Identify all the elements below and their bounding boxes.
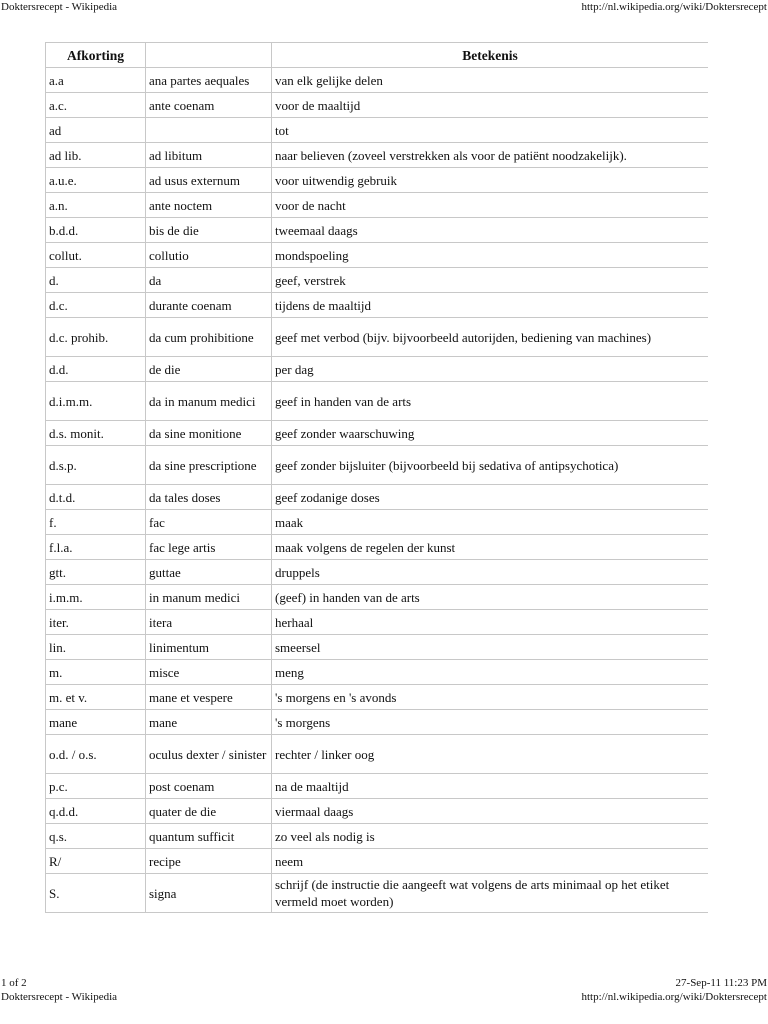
latin-cell: da tales doses — [146, 485, 272, 510]
print-footer-url[interactable]: http://nl.wikipedia.org/wiki/Doktersrecept — [581, 991, 767, 1003]
table-row — [46, 710, 709, 735]
abbreviation-cell: ad — [46, 118, 146, 143]
latin-cell: bis de die — [146, 218, 272, 243]
meaning-cell: herhaal — [272, 610, 709, 635]
table-row — [46, 293, 709, 318]
latin-cell: de die — [146, 357, 272, 382]
abbreviation-cell: d.i.m.m. — [46, 382, 146, 421]
latin-cell: post coenam — [146, 774, 272, 799]
table-row — [46, 635, 709, 660]
meaning-cell: maak volgens de regelen der kunst — [272, 535, 709, 560]
abbreviation-cell: lin. — [46, 635, 146, 660]
latin-cell: mane et vespere — [146, 685, 272, 710]
table-row — [46, 535, 709, 560]
table-row — [46, 585, 709, 610]
latin-cell: mane — [146, 710, 272, 735]
meaning-cell: na de maaltijd — [272, 774, 709, 799]
abbreviation-cell: S. — [46, 874, 146, 913]
print-header-title: Doktersrecept - Wikipedia — [1, 1, 118, 13]
table-row — [46, 446, 709, 485]
meaning-cell: maak — [272, 510, 709, 535]
meaning-cell: tot — [272, 118, 709, 143]
abbreviation-cell: d.c. — [46, 293, 146, 318]
latin-cell: da sine monitione — [146, 421, 272, 446]
page-number: 1 of 2 — [1, 977, 27, 989]
abbreviation-cell: iter. — [46, 610, 146, 635]
meaning-cell: tijdens de maaltijd — [272, 293, 709, 318]
latin-cell: da — [146, 268, 272, 293]
abbreviation-cell: f. — [46, 510, 146, 535]
latin-cell — [146, 118, 272, 143]
abbreviation-cell: R/ — [46, 849, 146, 874]
table-row — [46, 357, 709, 382]
abbreviation-cell: f.l.a. — [46, 535, 146, 560]
abbreviation-cell: m. et v. — [46, 685, 146, 710]
latin-cell: misce — [146, 660, 272, 685]
abbreviation-cell: d.s. monit. — [46, 421, 146, 446]
table-row — [46, 218, 709, 243]
table-row — [46, 268, 709, 293]
latin-cell: signa — [146, 874, 272, 913]
meaning-cell: schrijf (de instructie die aangeeft wat volgens de arts minimaal op het etiket vermeld moet worden) — [272, 874, 709, 913]
latin-cell: durante coenam — [146, 293, 272, 318]
meaning-cell: geef in handen van de arts — [272, 382, 709, 421]
meaning-cell: geef zodanige doses — [272, 485, 709, 510]
meaning-cell: viermaal daags — [272, 799, 709, 824]
meaning-cell: naar believen (zoveel verstrekken als voor de patiënt noodzakelijk). — [272, 143, 709, 168]
abbreviation-cell: mane — [46, 710, 146, 735]
meaning-cell: voor uitwendig gebruik — [272, 168, 709, 193]
latin-cell: linimentum — [146, 635, 272, 660]
table-row — [46, 382, 709, 421]
column-header-abbreviation: Afkorting — [46, 43, 146, 68]
latin-cell: da cum prohibitione — [146, 318, 272, 357]
table-row — [46, 824, 709, 849]
table-row — [46, 735, 709, 774]
table-row — [46, 118, 709, 143]
table-row — [46, 318, 709, 357]
table-row — [46, 660, 709, 685]
table-row — [46, 168, 709, 193]
meaning-cell: van elk gelijke delen — [272, 68, 709, 93]
table-row — [46, 68, 709, 93]
latin-cell: quantum sufficit — [146, 824, 272, 849]
abbreviation-cell: p.c. — [46, 774, 146, 799]
latin-cell: fac lege artis — [146, 535, 272, 560]
abbreviation-cell: a.a — [46, 68, 146, 93]
meaning-cell: geef, verstrek — [272, 268, 709, 293]
table-row — [46, 685, 709, 710]
latin-cell: in manum medici — [146, 585, 272, 610]
latin-cell: collutio — [146, 243, 272, 268]
column-header-meaning: Betekenis — [272, 43, 709, 68]
table-row — [46, 421, 709, 446]
print-footer-title: Doktersrecept - Wikipedia — [1, 991, 118, 1003]
latin-cell: guttae — [146, 560, 272, 585]
latin-cell: da in manum medici — [146, 382, 272, 421]
abbreviation-cell: d.c. prohib. — [46, 318, 146, 357]
abbreviation-cell: d.t.d. — [46, 485, 146, 510]
print-datetime: 27-Sep-11 11:23 PM — [675, 977, 767, 989]
latin-cell: ante noctem — [146, 193, 272, 218]
abbreviation-cell: b.d.d. — [46, 218, 146, 243]
meaning-cell: voor de nacht — [272, 193, 709, 218]
abbreviation-table-container — [45, 42, 708, 953]
latin-cell: ad usus externum — [146, 168, 272, 193]
table-row — [46, 610, 709, 635]
table-row — [46, 774, 709, 799]
abbreviation-table — [45, 42, 708, 913]
abbreviation-cell: ad lib. — [46, 143, 146, 168]
abbreviation-cell: d.s.p. — [46, 446, 146, 485]
meaning-cell: per dag — [272, 357, 709, 382]
abbreviation-cell: gtt. — [46, 560, 146, 585]
abbreviation-cell: collut. — [46, 243, 146, 268]
abbreviation-cell: a.n. — [46, 193, 146, 218]
table-row — [46, 799, 709, 824]
meaning-cell: neem — [272, 849, 709, 874]
latin-cell: ante coenam — [146, 93, 272, 118]
print-header — [0, 1, 768, 15]
latin-cell: fac — [146, 510, 272, 535]
meaning-cell: smeersel — [272, 635, 709, 660]
table-row — [46, 93, 709, 118]
table-row — [46, 485, 709, 510]
abbreviation-cell: d.d. — [46, 357, 146, 382]
abbreviation-cell: q.s. — [46, 824, 146, 849]
meaning-cell: meng — [272, 660, 709, 685]
table-body — [46, 68, 709, 913]
latin-cell: da sine prescriptione — [146, 446, 272, 485]
meaning-cell: zo veel als nodig is — [272, 824, 709, 849]
print-footer-line-1 — [0, 977, 768, 991]
table-row — [46, 143, 709, 168]
latin-cell: ad libitum — [146, 143, 272, 168]
table-row — [46, 510, 709, 535]
table-row — [46, 560, 709, 585]
table-row — [46, 874, 709, 913]
meaning-cell: 's morgens — [272, 710, 709, 735]
meaning-cell: rechter / linker oog — [272, 735, 709, 774]
meaning-cell: geef zonder bijsluiter (bijvoorbeeld bij sedativa of antipsychotica) — [272, 446, 709, 485]
column-header-latin — [146, 43, 272, 68]
abbreviation-cell: q.d.d. — [46, 799, 146, 824]
meaning-cell: (geef) in handen van de arts — [272, 585, 709, 610]
abbreviation-cell: m. — [46, 660, 146, 685]
latin-cell: recipe — [146, 849, 272, 874]
meaning-cell: 's morgens en 's avonds — [272, 685, 709, 710]
meaning-cell: geef zonder waarschuwing — [272, 421, 709, 446]
abbreviation-cell: o.d. / o.s. — [46, 735, 146, 774]
abbreviation-cell: a.u.e. — [46, 168, 146, 193]
meaning-cell: mondspoeling — [272, 243, 709, 268]
meaning-cell: geef met verbod (bijv. bijvoorbeeld autorijden, bediening van machines) — [272, 318, 709, 357]
abbreviation-cell: a.c. — [46, 93, 146, 118]
print-header-url[interactable]: http://nl.wikipedia.org/wiki/Doktersrecept — [581, 1, 767, 13]
abbreviation-cell: d. — [46, 268, 146, 293]
latin-cell: quater de die — [146, 799, 272, 824]
abbreviation-cell: i.m.m. — [46, 585, 146, 610]
table-row — [46, 243, 709, 268]
table-header-row — [46, 43, 709, 68]
latin-cell: itera — [146, 610, 272, 635]
table-row — [46, 193, 709, 218]
meaning-cell: druppels — [272, 560, 709, 585]
meaning-cell: voor de maaltijd — [272, 93, 709, 118]
meaning-cell: tweemaal daags — [272, 218, 709, 243]
latin-cell: ana partes aequales — [146, 68, 272, 93]
print-footer-line-2 — [0, 991, 768, 1005]
table-row — [46, 849, 709, 874]
latin-cell: oculus dexter / sinister — [146, 735, 272, 774]
